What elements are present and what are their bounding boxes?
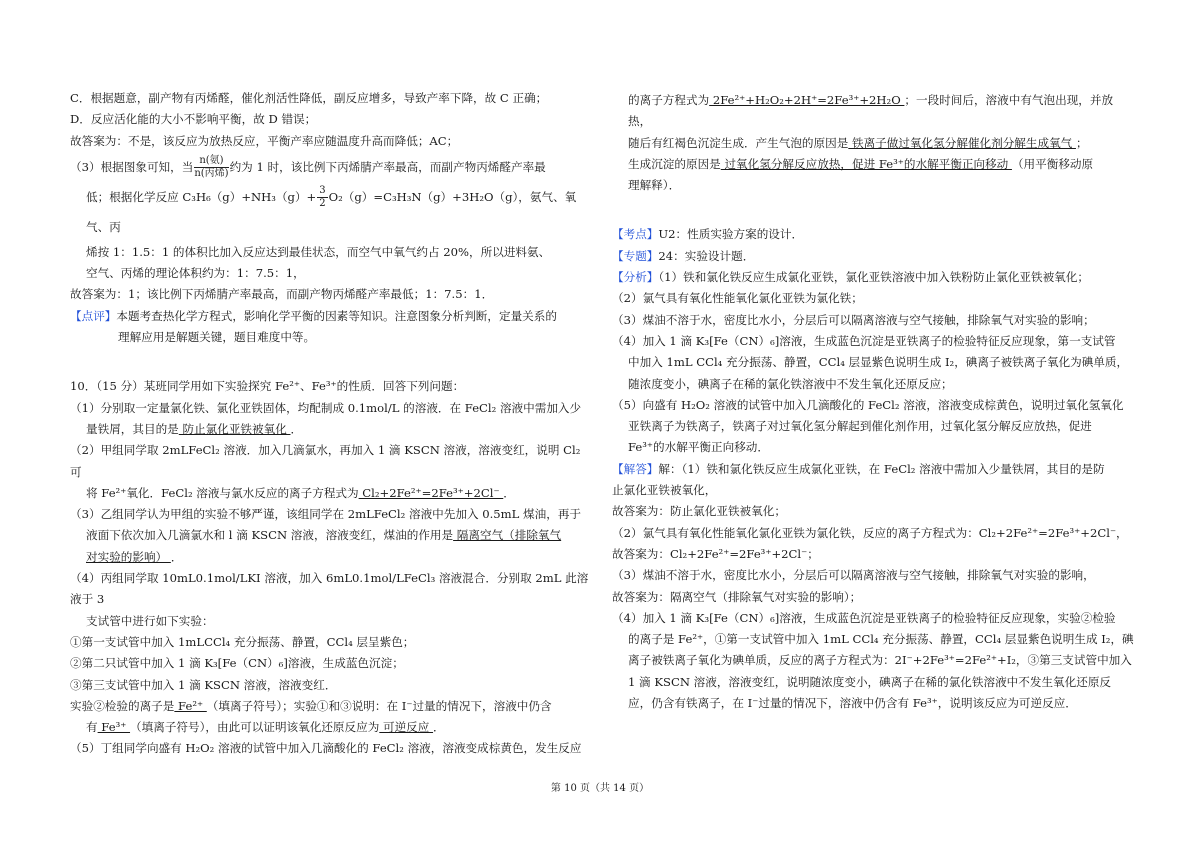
answer-line: C．根据题意，副产物有丙烯醛，催化剂活性降低，副反应增多，导致产率下降，故 C 正确； [70, 91, 548, 105]
knowledge-tag: 【考点】 [612, 227, 659, 242]
solution-line: 离子被铁离子氧化为碘单质，反应的离子方程式为：2I⁻+2Fe³⁺=2Fe²⁺+I₂，③第三支试管中加入 [628, 653, 1132, 668]
analysis-line: 随浓度变小，碘离子在稀的氯化铁溶液中不发生氧化还原反应； [628, 376, 953, 391]
solution-line: （2）氯气具有氧化性能氧化氯化亚铁为氯化铁，反应的离子方程式为：Cl₂+2Fe²⁺=2Fe³⁺+2Cl⁻， [612, 525, 1128, 540]
analysis-line: （2）氯气具有氧化性能氧化氯化亚铁为氯化铁； [612, 291, 863, 306]
answer-line: 故答案为：1；该比例下丙烯腈产率最高，而副产物丙烯醛产率最低；1：7.5：1． [70, 287, 494, 302]
comment-tag: 【点评】 [70, 308, 117, 323]
answer-blank: Fe³⁺ [97, 720, 131, 735]
question-line: 有 Fe³⁺ （填离子符号），由此可以证明该氧化还原反应为 可逆反应 ． [86, 720, 445, 735]
solution-line: 应，仍含有铁离子，在 I⁻过量的情况下，溶液中仍含有 Fe³⁺，说明该反应为可逆反应． [628, 696, 1077, 711]
comment-line: 【点评】本题考查热化学方程式，影响化学平衡的因素等知识。注意图象分析判断，定量关系的 [70, 308, 557, 323]
question-line: 液面下依次加入几滴氯水和 l 滴 KSCN 溶液，溶液变红，煤油的作用是 隔离空气（排除氧气 [86, 528, 562, 543]
question-line: 实验②检验的离子是 Fe²⁺ （填离子符号）；实验①和③说明：在 I⁻过量的情况下，溶液中仍含 [70, 698, 552, 713]
solution-line: 故答案为：隔离空气（排除氧气对实验的影响）； [612, 589, 862, 604]
analysis-line: （3）煤油不溶于水，密度比水小，分层后可以隔离溶液与空气接触，排除氧气对实验的影响； [612, 312, 1095, 327]
right-column [612, 90, 1134, 714]
answer-line: 故答案为：不是，该反应为放热反应，平衡产率应随温度升高而降低；AC； [70, 133, 459, 148]
solution-line: 故答案为：Cl₂+2Fe²⁺=2Fe³⁺+2Cl⁻； [612, 546, 819, 561]
question-line: 理解释）． [628, 178, 681, 193]
answer-blank: 对实验的影响） [86, 549, 171, 564]
question-title: 10．（15 分）某班同学用如下实验探究 Fe²⁺、Fe³⁺的性质．回答下列问题： [70, 379, 465, 394]
solution-line: 止氯化亚铁被氧化， [612, 483, 717, 498]
answer-line: 空气、丙烯的理论体积约为：1：7.5：1， [86, 266, 305, 281]
analysis-line: 【分析】（1）铁和氯化铁反应生成氯化亚铁，氯化亚铁溶液中加入铁粉防止氯化亚铁被氧化； [612, 270, 1089, 285]
question-line: （5）丁组同学向盛有 H₂O₂ 溶液的试管中加入几滴酸化的 FeCl₂ 溶液，溶液变成棕黄色，发生反应 [70, 741, 582, 756]
question-line: 生成沉淀的原因是 过氧化氢分解反应放热，促进 Fe³⁺的水解平衡正向移动 （用平衡移动原 [628, 156, 1094, 171]
left-column [70, 88, 592, 760]
question-line: （2）甲组同学取 2mLFeCl₂ 溶液．加入几滴氯水，再加入 1 滴 KSCN 溶液，溶液变红，说明 Cl₂ 可 [70, 443, 581, 479]
answer-blank: Fe²⁺ [174, 698, 207, 713]
answer-line: 烯按 1：1.5：1 的体积比加入反应达到最佳状态，而空气中氧气约占 20%，所以进料氨、 [86, 244, 551, 259]
answer-blank: 隔离空气（排除氧气 [453, 528, 562, 543]
question-line: 的离子方程式为 2Fe²⁺+H₂O₂+2H⁺=2Fe³⁺+2H₂O ；一段时间后，溶液中有气泡出现，并放热， [628, 93, 1114, 129]
comment-line: 理解应用是解题关键，题目难度中等。 [118, 330, 316, 345]
question-line: （4）丙组同学取 10mL0.1mol/LKI 溶液，加入 6mL0.1mol/LFeCl₃ 溶液混合．分别取 2mL 此溶液于 3 [70, 571, 589, 607]
answer-blank: 铁离子做过氧化氢分解催化剂分解生成氧气 [848, 135, 1076, 150]
answer-line: D．反应活化能的大小不影响平衡，故 D 错误； [70, 112, 317, 127]
analysis-tag: 【分析】 [612, 270, 659, 285]
analysis-line: （4）加入 1 滴 K₃[Fe（CN）₆]溶液，生成蓝色沉淀是亚铁离子的检验特征反应现象，第一支试管 [612, 333, 1116, 348]
analysis-line: 中加入 1mL CCl₄ 充分振荡、静置，CCl₄ 层显紫色说明生成 I₂，碘离子被铁离子氧化为碘单质， [628, 355, 1129, 370]
experiment-step: ②第二只试管中加入 1 滴 K₃[Fe（CN）₆]溶液，生成蓝色沉淀； [70, 656, 404, 671]
topic-line: 【专题】24：实验设计题． [612, 248, 755, 263]
knowledge-point: 【考点】U2：性质实验方案的设计． [612, 227, 804, 242]
question-line: 将 Fe²⁺氧化．FeCl₂ 溶液与氯水反应的离子方程式为 Cl₂+2Fe²⁺=2Fe³⁺+2Cl⁻ ． [86, 485, 515, 500]
answer-blank: 防止氯化亚铁被氧化 [178, 421, 291, 436]
solution-line: 的离子是 Fe²⁺，①第一支试管中加入 1mL CCl₄ 充分振荡、静置，CCl₄ 层显紫色说明生成 I₂，碘 [628, 632, 1134, 647]
question-line: （1）分别取一定量氯化铁、氯化亚铁固体，均配制成 0.1mol/L 的溶液．在 FeCl₂ 溶液中需加入少 [70, 400, 582, 415]
answer-blank: Cl₂+2Fe²⁺=2Fe³⁺+2Cl⁻ [358, 485, 504, 500]
question-line: 支试管中进行如下实验： [86, 613, 214, 628]
answer-blank: 2Fe²⁺+H₂O₂+2H⁺=2Fe³⁺+2H₂O [709, 93, 905, 107]
analysis-line: （5）向盛有 H₂O₂ 溶液的试管中加入几滴酸化的 FeCl₂ 溶液，溶液变成棕黄色，说明过氧化氢氧化 [612, 397, 1124, 412]
answer-line: （3）根据图象可知，当 $\frac{\text{n(氨)}}{\text{n(丙烯)}}$ 约为 1 时，该比例下丙烯腈产率最高，而副产物丙烯醛产率最 [70, 155, 546, 180]
coefficient-fraction: $\frac{3}{2}$ [319, 185, 326, 210]
answer-line: 低；根据化学反应 C₃H₆（g）+NH₃（g）+ $\frac{3}{2}$ O₂（g）=C₃H₃N（g）+3H₂O（g），氨气、氧气、丙 [86, 185, 577, 234]
analysis-line: 亚铁离子为铁离子，铁离子对过氧化氢分解起到催化剂作用，过氧化氢分解反应放热，促进 [628, 419, 1092, 434]
experiment-step: ③第三支试管中加入 1 滴 KSCN 溶液，溶液变红． [70, 677, 337, 692]
question-line: （3）乙组同学认为甲组的实验不够严谨，该组同学在 2mLFeCl₂ 溶液中先加入 0.5mL 煤油，再于 [70, 507, 582, 522]
question-line: 量铁屑，其目的是 防止氯化亚铁被氧化 ． [86, 421, 303, 436]
question-line: 对实验的影响） ． [86, 549, 183, 564]
solution-line: 1 滴 KSCN 溶液，溶液变红，说明随浓度变小，碘离子在稀的氯化铁溶液中不发生氧化还原反 [628, 674, 1112, 689]
question-line: 随后有红褐色沉淀生成．产生气泡的原因是 铁离子做过氧化氢分解催化剂分解生成氧气 ； [628, 135, 1088, 150]
experiment-step: ①第一支试管中加入 1mLCCl₄ 充分振荡、静置，CCl₄ 层呈紫色； [70, 634, 415, 649]
solution-line: （4）加入 1 滴 K₃[Fe（CN）₆]溶液，生成蓝色沉淀是亚铁离子的检验特征反应现象，实验②检验 [612, 610, 1116, 625]
solution-line: 故答案为：防止氯化亚铁被氧化； [612, 504, 786, 519]
topic-tag: 【专题】 [612, 248, 659, 263]
solution-line: 【解答】解：（1）铁和氯化铁反应生成氯化亚铁，在 FeCl₂ 溶液中需加入少量铁屑，其目的是防 [612, 461, 1105, 476]
solution-line: （3）煤油不溶于水，密度比水小，分层后可以隔离溶液与空气接触，排除氧气对实验的影响， [612, 568, 1095, 583]
answer-blank: 过氧化氢分解反应放热，促进 Fe³⁺的水解平衡正向移动 [720, 156, 1012, 171]
solution-tag: 【解答】 [612, 461, 659, 476]
answer-blank: 可逆反应 [379, 720, 434, 735]
page-number: 第 10 页（共 14 页） [550, 783, 650, 794]
ratio-fraction: $\frac{\text{n(氨)}}{\text{n(丙烯)}}$ [194, 155, 229, 180]
analysis-line: Fe³⁺的水解平衡正向移动． [628, 440, 769, 455]
